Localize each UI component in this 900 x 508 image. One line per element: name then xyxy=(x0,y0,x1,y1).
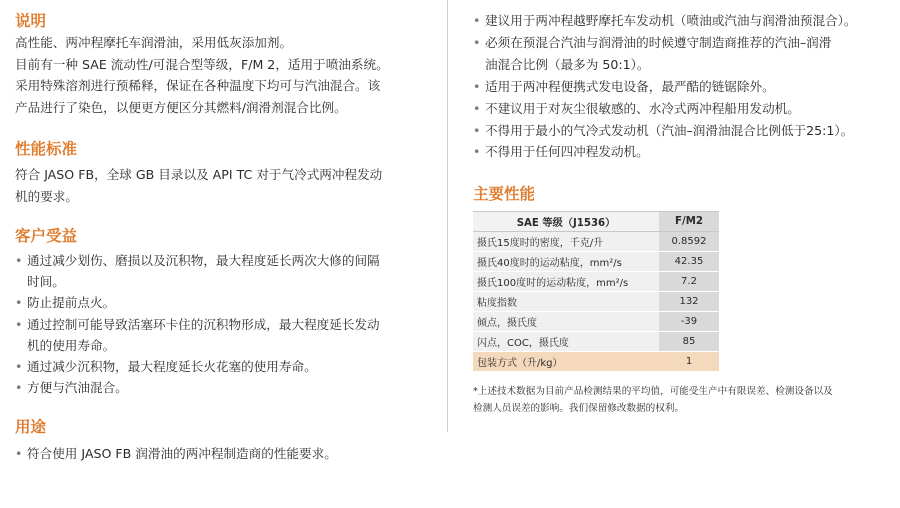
properties-title: 主要性能 xyxy=(473,185,536,204)
table-cell-value: 42.35 xyxy=(659,252,719,272)
description-section xyxy=(15,10,440,118)
list-item-line: 油混合比例（最多为 50:1）。 xyxy=(485,56,650,72)
benefits-title: 客户受益 xyxy=(15,227,78,245)
table-cell-param: 闪点，COC，摄氏度 xyxy=(473,332,659,352)
usage-section xyxy=(15,416,440,464)
table-header-param: SAE 等级（J1536） xyxy=(473,212,659,232)
table-cell-param: 摄氏15度时的密度，千克/升 xyxy=(473,232,659,252)
list-item-line: 不得用于最小的气冷式发动机（汽油–润滑油混合比例低于25:1）。 xyxy=(485,122,854,138)
usage-title: 用途 xyxy=(15,418,47,437)
footnote-line: *上述技术数据为目前产品检测结果的平均值，可能受生产中有限误差、检测设备以及 xyxy=(473,386,833,398)
standards-line: 符合 JASO FB，全球 GB 目录以及 API TC 对于气冷式两冲程发动 xyxy=(15,167,383,182)
list-item-line: 通过减少沉积物，最大程度延长火花塞的使用寿命。 xyxy=(27,359,317,375)
table-cell-value: 1 xyxy=(659,352,719,372)
table-header-row xyxy=(473,212,719,232)
benefits-section xyxy=(15,225,440,398)
table-row xyxy=(473,312,719,332)
list-item xyxy=(473,141,888,163)
usage-list xyxy=(15,443,440,464)
list-item xyxy=(15,443,440,464)
list-item xyxy=(15,314,440,356)
table-header-value: F/M2 xyxy=(659,212,719,232)
description-line: 目前有一种 SAE 流动性/可混合型等级，F/M 2，适用于喷油系统。 xyxy=(15,56,389,72)
list-item-line: 符合使用 JASO FB 润滑油的两冲程制造商的性能要求。 xyxy=(27,446,337,462)
table-cell-param: 粘度指数 xyxy=(473,292,659,312)
description-line: 采用特殊溶剂进行预稀释，保证在各种温度下均可与汽油混合。该 xyxy=(15,78,381,93)
description-line: 产品进行了染色，以便更方便区分其燃料/润滑剂混合比例。 xyxy=(15,99,347,115)
list-item-line: 必须在预混合汽油与润滑油的时候遵守制造商推荐的汽油–润滑 xyxy=(485,34,832,50)
list-item xyxy=(473,10,888,32)
list-item-line: 适用于两冲程便携式发电设备，最严酷的链锯除外。 xyxy=(485,78,775,94)
description-line: 高性能、两冲程摩托车润滑油，采用低灰添加剂。 xyxy=(15,35,293,50)
list-item xyxy=(473,120,888,142)
list-item xyxy=(15,292,440,313)
table-cell-value: 132 xyxy=(659,292,719,312)
table-row xyxy=(473,232,719,252)
list-item-line: 通过控制可能导致活塞环卡住的沉积物形成，最大程度延长发动 xyxy=(27,316,380,332)
properties-table xyxy=(473,211,719,372)
column-divider xyxy=(447,0,448,432)
table-row xyxy=(473,272,719,292)
description-title: 说明 xyxy=(15,12,47,30)
table-cell-value: 7.2 xyxy=(659,272,719,292)
list-item xyxy=(15,356,440,377)
table-cell-value: -39 xyxy=(659,312,719,332)
table-cell-param: 摄氏100度时的运动粘度，mm²/s xyxy=(473,272,659,292)
standards-line: 机的要求。 xyxy=(15,188,78,204)
list-item xyxy=(15,377,440,398)
benefits-list xyxy=(15,250,440,398)
table-row-packaging xyxy=(473,352,719,372)
standards-title: 性能标准 xyxy=(15,140,78,158)
footnote xyxy=(473,384,888,417)
standards-section xyxy=(15,138,440,207)
table-cell-value: 0.8592 xyxy=(659,232,719,252)
list-item-line: 时间。 xyxy=(27,274,65,290)
list-item-line: 不得用于任何四冲程发动机。 xyxy=(485,144,649,160)
usage-continued-list xyxy=(473,10,888,163)
list-item-line: 通过减少划伤、磨损以及沉积物，最大程度延长两次大修的间隔 xyxy=(27,253,380,268)
table-row xyxy=(473,252,719,272)
table-cell-param: 包装方式（升/kg） xyxy=(473,352,659,372)
table-cell-value: 85 xyxy=(659,332,719,352)
list-item xyxy=(473,32,888,76)
footnote-line: 检测人员误差的影响。我们保留修改数据的权利。 xyxy=(473,402,685,414)
table-row xyxy=(473,292,719,312)
table-cell-param: 摄氏40度时的运动粘度，mm²/s xyxy=(473,252,659,272)
list-item-line: 机的使用寿命。 xyxy=(27,337,116,353)
table-cell-param: 倾点，摄氏度 xyxy=(473,312,659,332)
right-column xyxy=(473,10,888,417)
table-row xyxy=(473,332,719,352)
list-item xyxy=(473,98,888,120)
list-item xyxy=(15,250,440,292)
list-item-line: 建议用于两冲程越野摩托车发动机（喷油或汽油与润滑油预混合）。 xyxy=(485,13,857,28)
list-item xyxy=(473,76,888,98)
left-column xyxy=(15,10,440,465)
list-item-line: 不建议用于对灰尘很敏感的、水冷式两冲程船用发动机。 xyxy=(485,100,800,116)
list-item-line: 防止提前点火。 xyxy=(27,295,116,311)
list-item-line: 方便与汽油混合。 xyxy=(27,380,128,396)
